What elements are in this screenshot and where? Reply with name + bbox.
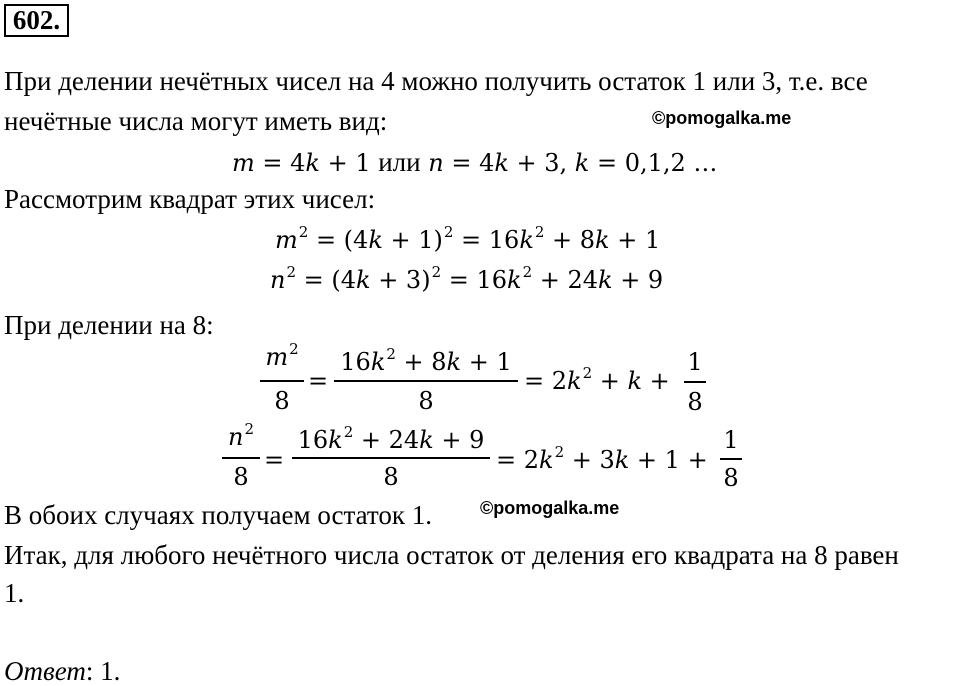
watermark-bottom: ©pomogalka.me [480,498,620,518]
frac-n-mid [292,425,490,493]
frac-m-rhs-bar [684,381,706,383]
frac-n-lhs-bar [222,457,260,459]
frac-n-mid-denominator: 8 [383,463,399,491]
frac-n-mid-bar [292,457,490,459]
divide-line: При делении на 8: [4,310,214,340]
frac-n-rhs-frac [720,428,742,492]
frac-m-mid-numerator: $16k^2 + 8k + 1$ [340,345,512,376]
frac-n-lhs [222,420,260,493]
frac-m-lhs [260,340,304,417]
intro-line-2: нечётные числа могут иметь вид: [4,106,388,136]
both-cases-line: В обоих случаях получаем остаток 1. [4,500,432,530]
frac-n-lhs-numerator: $n^2$ [227,420,254,451]
consider-line: Рассмотрим квадрат этих чисел: [4,184,376,214]
frac-m-lhs-bar [260,380,304,382]
frac-m-rhs-numerator: 1 [687,348,703,376]
odd-form-formula: m = 4k + 1 или n = 4k + 3, k = 0,1,2 … [232,147,718,177]
frac-m-eq1: = [308,367,329,395]
intro-line-1: При делении нечётных чисел на 4 можно получить остаток 1 или 3, т.е. все [4,66,868,96]
frac-m-lhs-denominator: 8 [274,387,290,415]
frac-m-mid [334,345,518,417]
frac-n-rhs: = $2k^2 + 3k + 1$ + [496,443,708,474]
frac-n-rhs-bar [720,458,742,460]
odd-form-or: или [378,147,421,177]
conclusion-line-1: Итак, для любого нечётного числа остаток от деления его квадрата на 8 равен [4,540,899,570]
answer-line [4,658,120,685]
frac-n-mid-numerator: $16k^2 + 24k + 9$ [297,423,485,454]
frac-m-lhs-numerator: $m^2$ [265,340,299,371]
frac-n-lhs-denominator: 8 [233,463,249,491]
conclusion-line-2: 1. [4,578,25,608]
problem-number: 602. [4,4,69,37]
frac-m-rhs-frac [684,350,706,416]
square-m-formula: $m^2 = (4k + 1)^2 = 16k^2 + 8k + 1$ [275,223,661,254]
frac-n-eq1: = [264,446,285,474]
answer-label: Ответ [4,656,86,686]
frac-m-mid-denominator: 8 [418,387,434,415]
frac-m-rhs: = $2k^2 + k$ + [524,364,670,395]
frac-m-rhs-denominator: 8 [687,388,703,416]
frac-n-rhs-denominator: 8 [723,464,739,492]
watermark-top: ©pomogalka.me [652,108,792,128]
answer-value: : 1. [85,656,121,686]
frac-n-rhs-numerator: 1 [723,426,739,454]
frac-m-mid-bar [334,380,518,382]
square-n-formula: $n^2 = (4k + 3)^2 = 16k^2 + 24k + 9$ [270,263,664,294]
